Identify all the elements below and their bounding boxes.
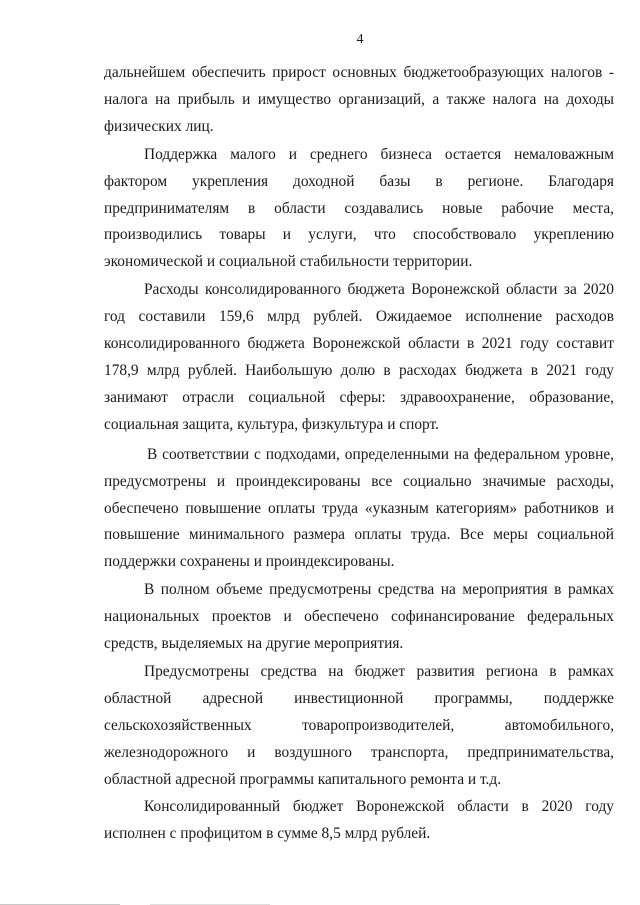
paragraph-continuation: дальнейшем обеспечить прирост основных бюджетообразующих налогов - налога на прибыль и имущество организаций, а также налога на доходы физических лиц. <box>104 64 614 135</box>
paragraph-development-budget: Предусмотрены средства на бюджет развития региона в рамках областной адресной инвестиционной программы, поддержке сельскохозяйственных товаропроизводителей, автомобильного, железнодорожного и воздушного транспорта, предпринимательства, областной адресной программы капитального ремонта и т.д. <box>104 662 614 788</box>
paragraph-small-business: Поддержка малого и среднего бизнеса остается немаловажным фактором укрепления доходной базы в регионе. Благодаря предпринимателям в области создавались новые рабочие места, производились товары и услуги, что способствовало укреплению экономической и социальной стабильности территории. <box>104 145 614 271</box>
paragraph-expenditures: Расходы консолидированного бюджета Воронежской области за 2020 год составили 159,6 млрд рублей. Ожидаемое исполнение расходов консолидированного бюджета Воронежской области в 2021 году составит 178,9 млрд рублей. Наибольшую долю в расходах бюджета в 2021 году занимают отрасли социальной сферы: здравоохранение, образование, социальная защита, культура, физкультура и спорт. <box>104 281 614 433</box>
document-body <box>104 60 614 848</box>
paragraph-federal-approach: В соответствии с подходами, определенными на федеральном уровне, предусмотрены и проиндексированы все социально значимые расходы, обеспечено повышение оплаты труда «указным категориям» работников и повышение минимального размера оплаты труда. Все меры социальной поддержки сохранены и проиндексированы. <box>104 445 614 571</box>
paragraph-surplus: Консолидированный бюджет Воронежской области в 2020 году исполнен с профицитом в сумме 8,5 млрд рублей. <box>104 798 614 843</box>
paragraph-national-projects: В полном объеме предусмотрены средства на мероприятия в рамках национальных проектов и обеспечено софинансирование федеральных средств, выделяемых на другие мероприятия. <box>104 581 614 653</box>
page-number: 4 <box>356 32 364 47</box>
